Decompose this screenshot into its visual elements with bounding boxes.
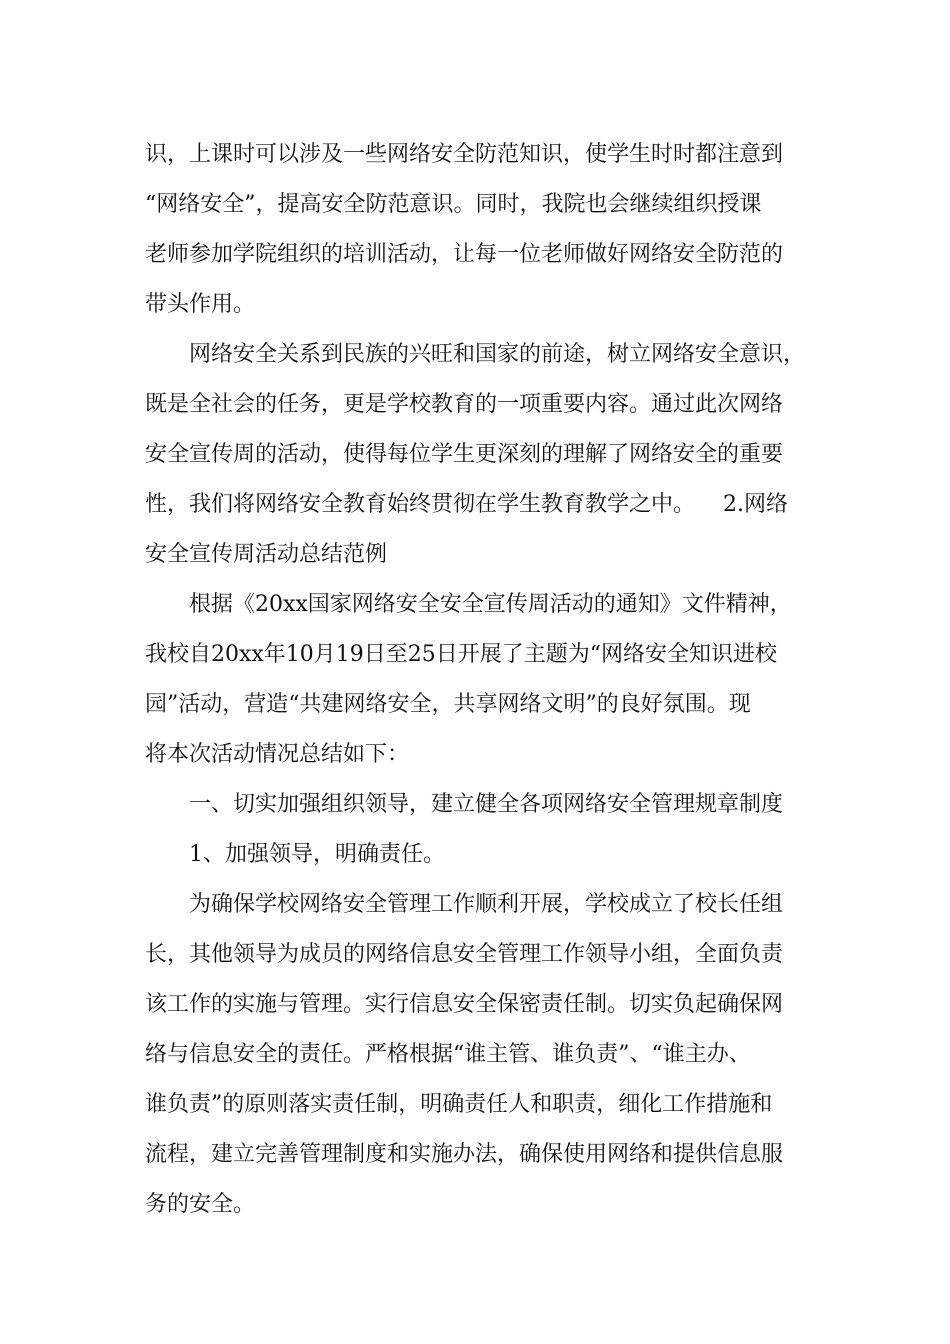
text-line: 将本次活动情况总结如下： xyxy=(145,742,410,767)
text-line: 长，其他领导为成员的网络信息安全管理工作领导小组，全面负责 xyxy=(145,942,784,967)
text-line: 识，上课时可以涉及一些网络安全防范知识，使学生时时都注意到 xyxy=(145,142,784,167)
section-heading-line: 安全宣传周活动总结范例 xyxy=(145,542,388,567)
text-line: 带头作用。 xyxy=(145,292,256,317)
text-line: 络与信息安全的责任。严格根据“谁主管、谁负责”、“谁主办、 xyxy=(145,1042,751,1067)
text-line: 谁负责”的原则落实责任制，明确责任人和职责，细化工作措施和 xyxy=(145,1092,773,1117)
text-line: 既是全社会的任务，更是学校教育的一项重要内容。通过此次网络 xyxy=(145,392,784,417)
subsection-heading-line: 1、加强领导，明确责任。 xyxy=(189,842,445,867)
text-line: 根据《20xx国家网络安全安全宣传周活动的通知》文件精神， xyxy=(189,592,792,617)
text-line: 流程，建立完善管理制度和实施办法，确保使用网络和提供信息服 xyxy=(145,1142,784,1167)
text-line: “网络安全”，提高安全防范意识。同时，我院也会继续组织授课 xyxy=(145,192,762,217)
text-line: 我校自20xx年10月19日至25日开展了主题为“网络安全知识进校 xyxy=(145,642,778,667)
text-line: 务的安全。 xyxy=(145,1192,256,1217)
text-line: 该工作的实施与管理。实行信息安全保密责任制。切实负起确保网 xyxy=(145,992,784,1017)
text-line: 性，我们将网络安全教育始终贯彻在学生教育教学之中。 2.网络 xyxy=(145,492,788,517)
text-line: 网络安全关系到民族的兴旺和国家的前途，树立网络安全意识， xyxy=(189,342,806,367)
text-line: 为确保学校网络安全管理工作顺利开展，学校成立了校长任组 xyxy=(189,892,784,917)
text-line: 安全宣传周的活动，使得每位学生更深刻的理解了网络安全的重要 xyxy=(145,442,784,467)
document-body xyxy=(145,130,815,1230)
text-line: 老师参加学院组织的培训活动，让每一位老师做好网络安全防范的 xyxy=(145,242,784,267)
text-line: 园”活动，营造“共建网络安全，共享网络文明”的良好氛围。现 xyxy=(145,692,751,717)
section-heading-line: 一、切实加强组织领导，建立健全各项网络安全管理规章制度 xyxy=(189,792,784,817)
